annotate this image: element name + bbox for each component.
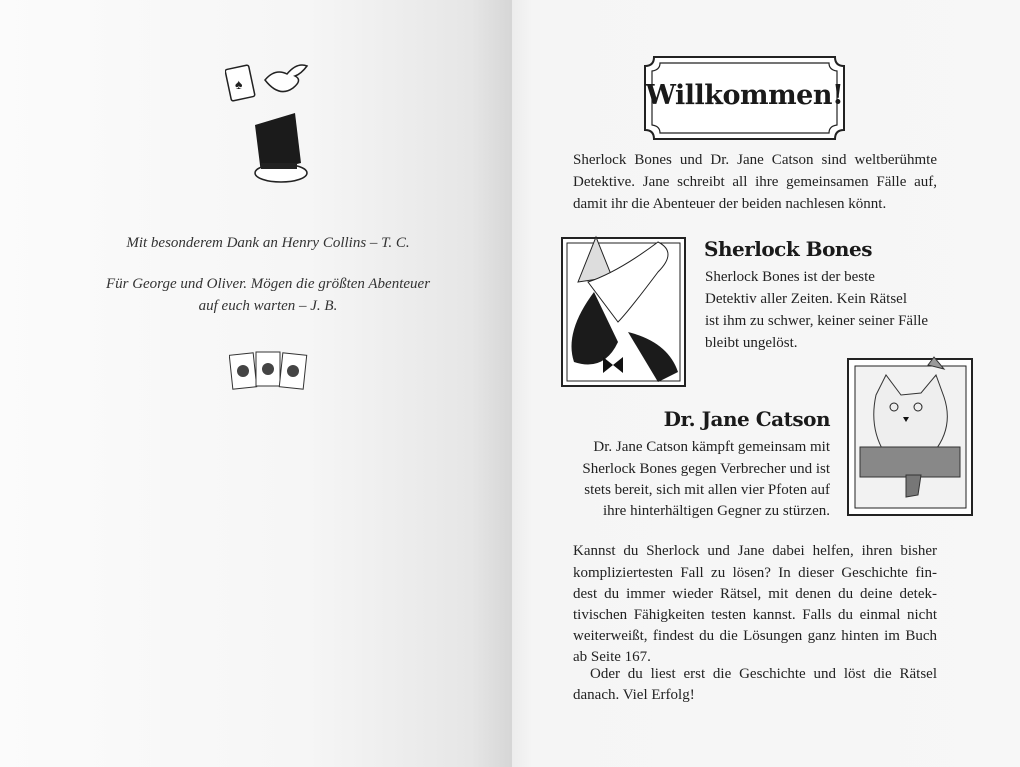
intro-line: damit ihr die Abenteuer der beiden nachlesen könnt. bbox=[573, 196, 887, 212]
magic-hat-bird-illustration bbox=[225, 55, 315, 190]
sherlock-line: Detektiv aller Zeiten. Kein Rätsel bbox=[705, 291, 908, 307]
dedication-1: Mit besonderem Dank an Henry Collins – T. C. bbox=[126, 235, 410, 251]
outro-line: dest du immer wieder Rätsel, mit denen du deine detek- bbox=[573, 586, 937, 602]
closing-line: Oder du liest erst die Geschichte und löst die Rätsel bbox=[590, 666, 937, 682]
catson-line: Dr. Jane Catson kämpft gemeinsam mit bbox=[593, 439, 830, 455]
catson-heading: Dr. Jane Catson bbox=[663, 407, 830, 431]
intro-line: Detektive. Jane schreibt all ihre gemeinsamen Fälle auf, bbox=[573, 174, 937, 190]
sherlock-bones-portrait bbox=[558, 222, 693, 390]
catson-line: Sherlock Bones gegen Verbrecher und ist bbox=[582, 461, 830, 477]
outro-line: weiterweißt, findest du die Lösungen ganz hinten im Buch bbox=[573, 628, 937, 644]
dedication-2-line-2: auf euch warten – J. B. bbox=[198, 298, 338, 314]
sherlock-line: ist ihm zu schwer, keiner seiner Fälle bbox=[705, 313, 929, 329]
outro-line: ab Seite 167. bbox=[573, 649, 651, 665]
outro-line: Kannst du Sherlock und Jane dabei helfen, ihren bisher bbox=[573, 543, 937, 559]
outro-line: tivischen Fähigkeiten testen kannst. Falls du einmal nicht bbox=[573, 607, 937, 623]
catson-line: stets bereit, sich mit allen vier Pfoten auf bbox=[584, 482, 830, 498]
playing-cards-icon bbox=[229, 350, 309, 392]
right-page bbox=[512, 0, 1020, 767]
sherlock-line: bleibt ungelöst. bbox=[705, 335, 798, 351]
svg-text:♠: ♠ bbox=[235, 78, 243, 93]
outro-line: kompliziertesten Fall zu lösen? In dieser Geschichte fin- bbox=[573, 565, 937, 581]
jane-catson-portrait bbox=[846, 355, 978, 517]
closing-line: danach. Viel Erfolg! bbox=[573, 687, 695, 703]
intro-line: Sherlock Bones und Dr. Jane Catson sind weltberühmte bbox=[573, 152, 937, 168]
sherlock-heading: Sherlock Bones bbox=[704, 237, 872, 261]
sherlock-line: Sherlock Bones ist der beste bbox=[705, 269, 875, 285]
page-title: Willkommen! bbox=[645, 80, 844, 111]
dedication-2-line-1: Für George und Oliver. Mögen die größten Abenteuer bbox=[105, 276, 431, 292]
catson-line: ihre hinterhältigen Gegner zu stürzen. bbox=[603, 503, 830, 519]
